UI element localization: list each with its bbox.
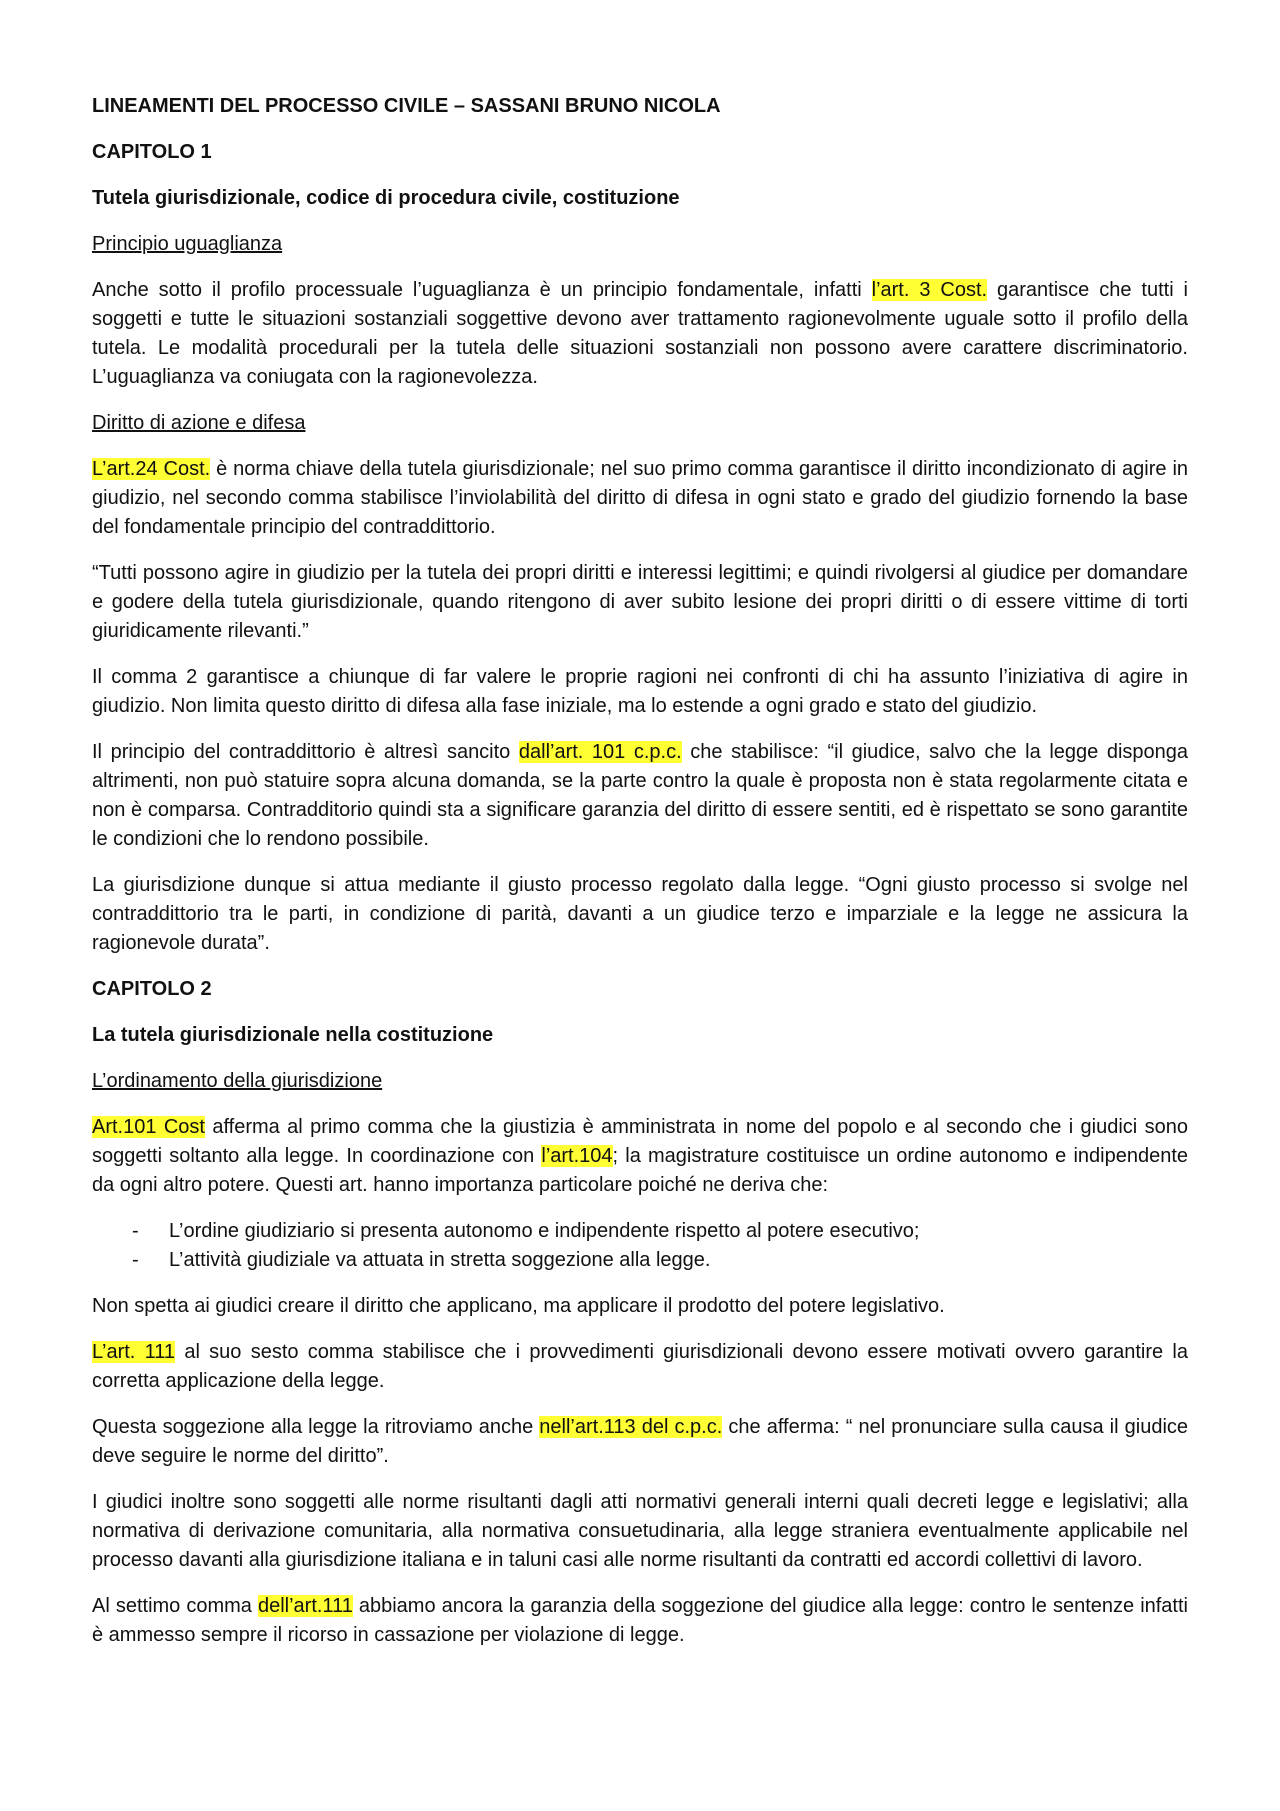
paragraph-text: Anche sotto il profilo processuale l’uguaglianza è un principio fondamentale, infatti — [92, 279, 872, 301]
paragraph-art24 — [92, 455, 1188, 542]
paragraph-giudici-soggetti: I giudici inoltre sono soggetti alle norme risultanti dagli atti normativi generali interni quali decreti legge e legislativi; alla normativa di derivazione comunitaria, alla normativa consuetudinaria, alla legge straniera eventualmente applicabile nel processo davanti alla giurisdizione italiana e in taluni casi alle norme risultanti da contratti ed accordi collettivi di lavoro. — [92, 1491, 1188, 1571]
highlighted-reference: dell’art.111 — [257, 1595, 353, 1617]
paragraph-quote-agire: “Tutti possono agire in giudizio per la tutela dei propri diritti e interessi legittimi; e quindi rivolgersi al giudice per domandare e godere della tutela giurisdizionale, quando ritengono di aver subito lesione dei propri diritti o di essere vittime di torti giuridicamente rilevanti.” — [92, 562, 1188, 642]
section-heading-ordinamento: L’ordinamento della giurisdizione — [92, 1070, 383, 1092]
paragraph-text: Il principio del contraddittorio è altresì sancito — [92, 741, 519, 763]
paragraph-text: che stabilisce: “il giudice, salvo che la legge disponga altrimenti, non può statuire sopra alcuna domanda, se la parte contro la quale è proposta non è stata regolarmente citata e non è comparsa. Contradditorio quindi sta a significare garanzia del diritto di essere sentiti, ed è rispettato se sono garantite le condizioni che lo rendono possibile. — [92, 741, 1189, 850]
list-item-text: L’ordine giudiziario si presenta autonomo e indipendente rispetto al potere esecutivo; — [169, 1220, 920, 1242]
paragraph-text: afferma al primo comma che la giustizia è amministrata in nome del popolo e al secondo che i giudici sono soggetti soltanto alla legge. In coordinazione con — [92, 1116, 1188, 1167]
paragraph-non-spetta: Non spetta ai giudici creare il diritto che applicano, ma applicare il prodotto del potere legislativo. — [92, 1295, 945, 1317]
paragraph-text: garantisce che tutti i soggetti e tutte le situazioni sostanziali soggettive devono aver trattamento ragionevolmente uguale sotto il profilo della tutela. Le modalità procedurali per la tutela delle situazioni sostanziali non possono avere carattere discriminatorio. L’uguaglianza va coniugata con la ragionevolezza. — [92, 279, 1189, 388]
highlighted-reference: dall’art. 101 c.p.c. — [518, 741, 682, 763]
highlighted-reference: L’art.24 Cost. — [92, 458, 211, 480]
chapter-1-label: CAPITOLO 1 — [92, 141, 212, 163]
paragraph-text: ; la magistrature costituisce un ordine autonomo e indipendente da ogni altro potere. Questi art. hanno importanza particolare poiché ne deriva che: — [92, 1145, 1188, 1196]
paragraph-text: al suo sesto comma stabilisce che i provvedimenti giurisdizionali devono essere motivati ovvero garantire la corretta applicazione della legge. — [92, 1341, 1188, 1392]
paragraph-art111 — [92, 1338, 1188, 1396]
highlighted-reference: L’art. 111 — [92, 1341, 176, 1363]
section-heading-uguaglianza: Principio uguaglianza — [92, 233, 283, 255]
paragraph-text: Al settimo comma — [92, 1595, 258, 1617]
paragraph-uguaglianza — [92, 276, 1188, 392]
paragraph-text: Questa soggezione alla legge la ritroviamo anche — [92, 1416, 540, 1438]
list-item — [92, 1246, 1188, 1275]
highlighted-reference: Art.101 Cost — [92, 1116, 205, 1138]
paragraph-contraddittorio — [92, 738, 1188, 854]
document-title: LINEAMENTI DEL PROCESSO CIVILE – SASSANI BRUNO NICOLA — [92, 95, 721, 117]
chapter-2-label: CAPITOLO 2 — [92, 978, 212, 1000]
bullet-list — [92, 1217, 1188, 1275]
dash-bullet: - — [132, 1220, 139, 1242]
dash-bullet: - — [132, 1249, 139, 1271]
paragraph-text: abbiamo ancora la garanzia della soggezione del giudice alla legge: contro le sentenze infatti è ammesso sempre il ricorso in cassazione per violazione di legge. — [92, 1595, 1188, 1646]
paragraph-text: è norma chiave della tutela giurisdizionale; nel suo primo comma garantisce il diritto incondizionato di agire in giudizio, nel secondo comma stabilisce l’inviolabilità del diritto di difesa in ogni stato e grado del giudizio fornendo la base del fondamentale principio del contraddittorio. — [92, 458, 1189, 538]
chapter-1-heading: Tutela giurisdizionale, codice di procedura civile, costituzione — [92, 187, 680, 209]
document-body — [92, 92, 1188, 1667]
chapter-2-heading: La tutela giurisdizionale nella costituzione — [92, 1024, 494, 1046]
highlighted-reference: l’art.104 — [541, 1145, 613, 1167]
list-item — [92, 1217, 1188, 1246]
paragraph-comma-2: Il comma 2 garantisce a chiunque di far valere le proprie ragioni nei confronti di chi ha assunto l’iniziativa di agire in giudizio. Non limita questo diritto di difesa alla fase iniziale, ma lo estende a ogni grado e stato del giudizio. — [92, 666, 1188, 717]
paragraph-text: che afferma: “ nel pronunciare sulla causa il giudice deve seguire le norme del diritto”. — [92, 1416, 1189, 1467]
highlighted-reference: nell’art.113 del c.p.c. — [539, 1416, 723, 1438]
section-heading-azione-difesa: Diritto di azione e difesa — [92, 412, 306, 434]
paragraph-art113 — [92, 1413, 1188, 1471]
paragraph-art101 — [92, 1113, 1188, 1200]
paragraph-settimo-comma — [92, 1592, 1188, 1650]
paragraph-giusto-processo: La giurisdizione dunque si attua mediante il giusto processo regolato dalla legge. “Ogni giusto processo si svolge nel contraddittorio tra le parti, in condizione di parità, davanti a un giudice terzo e imparziale e la legge ne assicura la ragionevole durata”. — [92, 874, 1188, 954]
highlighted-reference: l’art. 3 Cost. — [871, 279, 988, 301]
list-item-text: L’attività giudiziale va attuata in stretta soggezione alla legge. — [169, 1249, 711, 1271]
